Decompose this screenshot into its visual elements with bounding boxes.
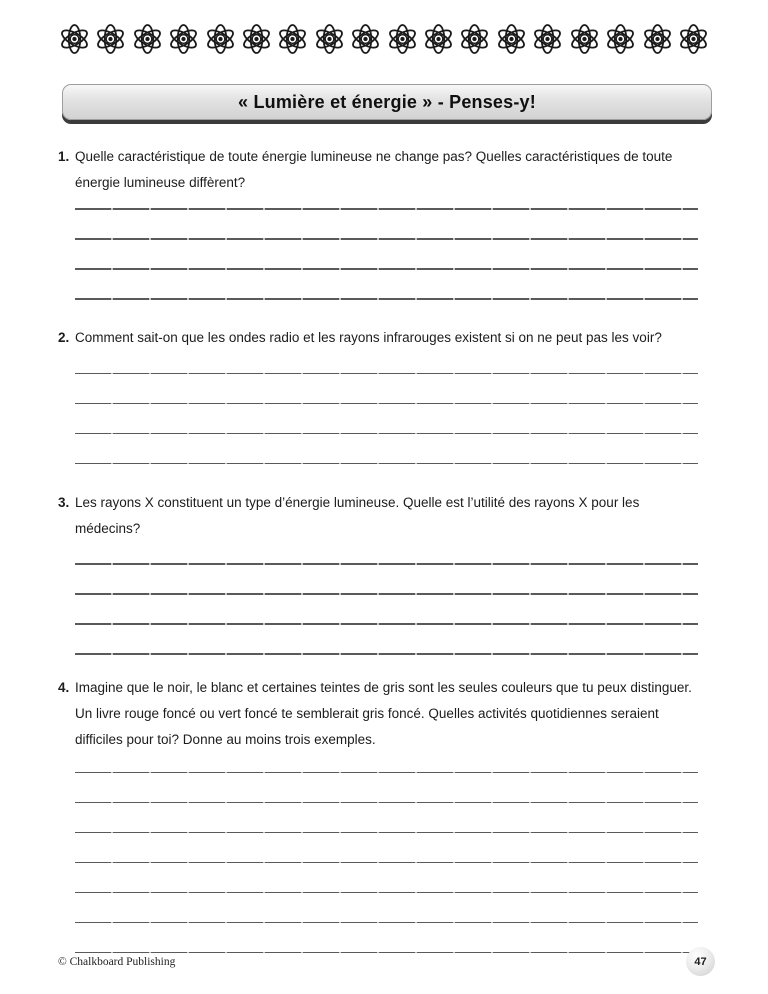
atom-icon <box>568 21 601 57</box>
question-1-text: Quelle caractéristique de toute énergie lumineuse ne change pas? Quelles caractéristiques de toute énergie lumineuse diffèrent? <box>75 149 673 190</box>
question-1 <box>58 144 698 300</box>
atom-icon <box>94 21 127 57</box>
answer-line <box>75 433 698 435</box>
answer-line <box>75 623 698 625</box>
answer-line <box>75 772 698 774</box>
atom-icon <box>131 21 164 57</box>
question-3-text: Les rayons X constituent un type d’énergie lumineuse. Quelle est l’utilité des rayons X pour les médecins? <box>75 495 640 536</box>
atom-icon <box>531 21 564 57</box>
atom-icon <box>204 21 237 57</box>
answer-line <box>75 832 698 834</box>
question-4-answer-lines <box>75 772 698 954</box>
page-title: « Lumière et énergie » - Penses-y! <box>238 91 536 112</box>
question-1-answer-lines <box>75 208 698 300</box>
answer-line <box>75 373 698 375</box>
atom-icon <box>167 21 200 57</box>
atom-icon <box>349 21 382 57</box>
question-3-answer-lines <box>75 563 698 655</box>
atom-icon <box>422 21 455 57</box>
question-2-text: Comment sait-on que les ondes radio et les rayons infrarouges existent si on ne peut pas les voir? <box>75 329 662 345</box>
atom-icon <box>58 21 91 57</box>
atom-icon <box>677 21 710 57</box>
question-2 <box>58 325 698 465</box>
atom-icon <box>458 21 491 57</box>
page-title-bar <box>62 84 712 120</box>
page-footer <box>58 947 715 976</box>
answer-line <box>75 922 698 924</box>
answer-line <box>75 298 698 300</box>
atom-icon <box>386 21 419 57</box>
atom-icon <box>276 21 309 57</box>
answer-line <box>75 208 698 210</box>
atom-icon <box>641 21 674 57</box>
answer-line <box>75 403 698 405</box>
answer-line <box>75 563 698 565</box>
answer-line <box>75 802 698 804</box>
atom-icon <box>313 21 346 57</box>
answer-line <box>75 593 698 595</box>
answer-line <box>75 268 698 270</box>
question-4-text: Imagine que le noir, le blanc et certaines teintes de gris sont les seules couleurs que tu peux distinguer. Un livre rouge foncé ou vert foncé te semblerait gris foncé. Quelles activités quotidiennes seraient difficiles pour toi? Donne au moins trois exemples. <box>75 679 692 747</box>
question-2-number: 2. <box>58 329 70 345</box>
atom-icon <box>495 21 528 57</box>
answer-line <box>75 238 698 240</box>
question-4 <box>58 675 698 954</box>
answer-line <box>75 892 698 894</box>
atom-icon <box>604 21 637 57</box>
question-3 <box>58 490 698 655</box>
answer-line <box>75 463 698 465</box>
copyright-text: © Chalkboard Publishing <box>58 955 176 968</box>
question-3-number: 3. <box>58 495 70 510</box>
question-4-number: 4. <box>58 679 70 695</box>
question-1-number: 1. <box>58 149 70 164</box>
answer-line <box>75 653 698 655</box>
answer-line <box>75 862 698 864</box>
question-2-answer-lines <box>75 373 698 465</box>
page-number-badge: 47 <box>686 947 715 976</box>
atom-icon <box>240 21 273 57</box>
atom-decoration-row <box>0 0 768 58</box>
